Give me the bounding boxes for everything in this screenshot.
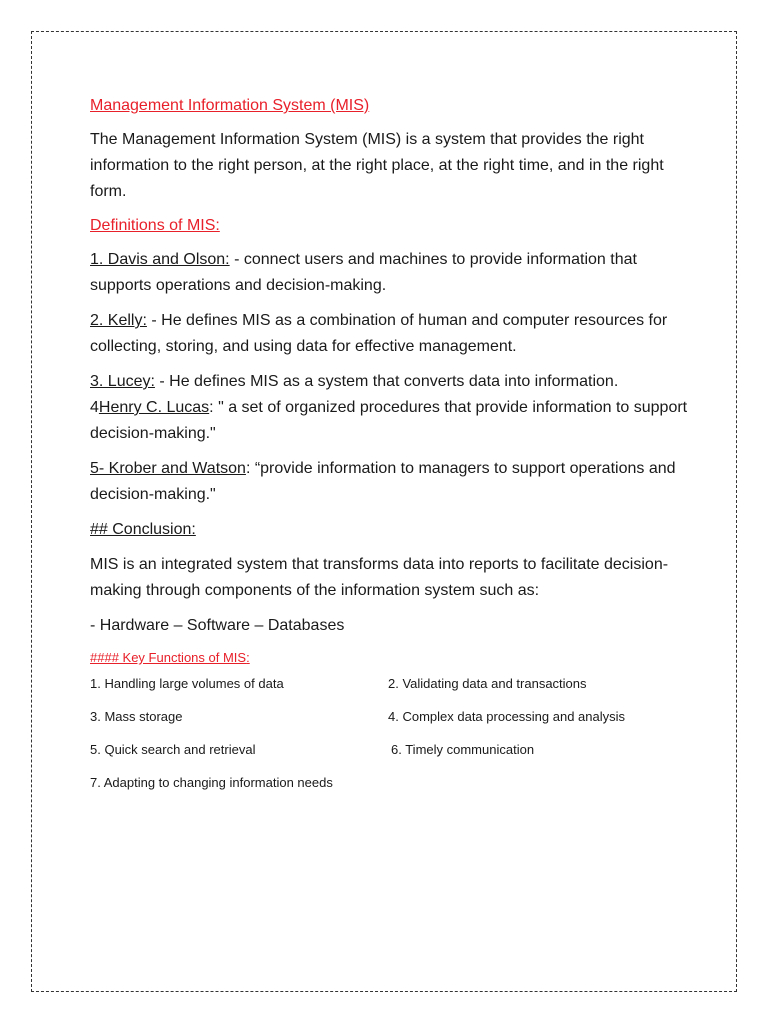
function-item: 4. Complex data processing and analysis [388,708,626,724]
function-item: 3. Mass storage [90,708,183,724]
definition-2 [90,308,690,360]
function-item: 7. Adapting to changing information needs [90,774,333,790]
functions-list [90,674,690,792]
function-item: 2. Validating data and transactions [388,675,587,691]
definition-5-text: : “provide information to managers to support operations and decision-making." [90,460,676,503]
definition-2-text: - He defines MIS as a combination of human and computer resources for collecting, storing, and using data for effective management. [90,312,668,355]
definition-3-text: - He defines MIS as a system that converts data into information. [154,373,619,390]
definition-1-text: - connect users and machines to provide information that supports operations and decision-making. [90,251,637,294]
definition-4-text: : " a set of organized procedures that provide information to support decision-making." [90,399,688,442]
definition-3-4 [90,369,690,447]
document-content [90,94,690,792]
definition-1-label: 1. Davis and Olson: [90,251,230,268]
definition-4-prefix: 4 [90,399,99,416]
heading-functions [90,648,690,668]
function-item: 1. Handling large volumes of data [90,675,284,691]
function-item: 6. Timely communication [391,741,535,757]
heading-mis: Management Information System (MIS) [90,97,370,114]
definition-3-label: 3. Lucey: [90,373,155,390]
definition-5 [90,456,690,508]
heading-conclusion: ## Conclusion: [90,521,196,538]
definition-1 [90,247,690,299]
intro-paragraph: The Management Information System (MIS) is a system that provides the right information to the right person, at the right place, at the right time, and in the right form. [90,131,664,200]
function-item: 5. Quick search and retrieval [90,741,256,757]
heading-functions-text: #### Key Functions of MIS [90,650,247,665]
heading-functions-colon: : [246,650,250,665]
definition-2-label: 2. Kelly: [90,312,147,329]
conclusion-paragraph: MIS is an integrated system that transforms data into reports to facilitate decision-making through components of the information system such as: [90,556,669,599]
heading-definitions: Definitions of MIS: [90,217,220,234]
components-line: - Hardware – Software – Databases [90,617,345,634]
definition-5-label: 5- Krober and Watson [90,460,246,477]
definition-4-label: Henry C. Lucas [98,399,210,416]
